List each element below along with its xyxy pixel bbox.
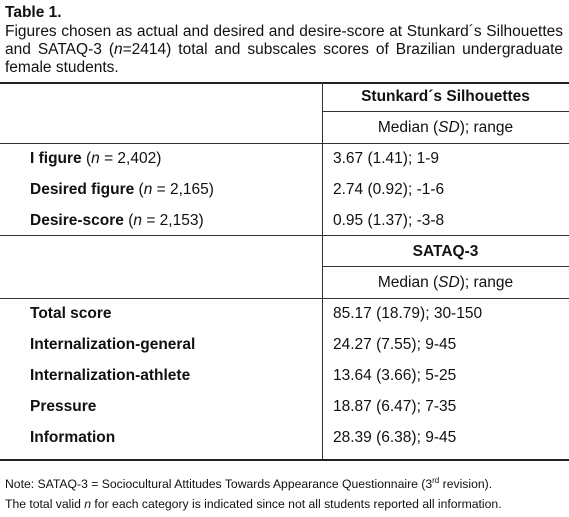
row-value-information: 28.39 (6.38); 9-45 — [333, 429, 457, 446]
row-value-i-figure: 3.67 (1.41); 1-9 — [333, 150, 439, 167]
subheader-range-label: ); range — [459, 274, 514, 291]
caption-text-part2: =2414) total and subscales scores of Brazilian undergraduate female students. — [5, 41, 564, 76]
row-label-desired-figure: Desired figure (n = 2,165) — [30, 181, 214, 198]
subheader-sd-label: SD — [438, 274, 460, 291]
row-value-pressure: 18.87 (6.47); 7-35 — [333, 398, 457, 415]
section-header-sataq3-underline — [322, 266, 569, 267]
table-bottom-rule — [0, 459, 569, 461]
row-value-internalization-athlete: 13.64 (3.66); 5-25 — [333, 367, 457, 384]
section-header-stunkard: Stunkard´s Silhouettes — [361, 88, 530, 105]
caption-text-part1: Figures chosen as actual and desired and desire-score at Stunkard´s Silhouettes and SATAQ-3 ( — [5, 23, 563, 58]
row-value-desire-score: 0.95 (1.37); -3-8 — [333, 212, 445, 229]
section-divider-rule — [0, 235, 569, 236]
stunkard-subheader-rule — [0, 143, 569, 144]
footnote-sataq3-definition: Note: SATAQ-3 = Sociocultural Attitudes Towards Appearance Questionnaire (3rd revision). — [5, 475, 493, 491]
column-divider-bottom — [322, 236, 323, 459]
subheader-median-label: Median ( — [377, 119, 439, 136]
table-top-rule — [0, 82, 569, 84]
row-label-internalization-athlete: Internalization-athlete — [30, 367, 191, 384]
row-label-information: Information — [30, 429, 116, 446]
table-caption-label: Table 1. — [5, 4, 62, 21]
subheader-range-label: ); range — [459, 119, 514, 136]
section-header-sataq3: SATAQ-3 — [412, 243, 479, 260]
footnote-valid-n: The total valid n for each category is indicated since not all students reported all information. — [5, 497, 502, 511]
row-label-i-figure: I figure (n = 2,402) — [30, 150, 162, 167]
row-value-desired-figure: 2.74 (0.92); -1-6 — [333, 181, 445, 198]
row-label-desire-score: Desire-score (n = 2,153) — [30, 212, 204, 229]
row-label-pressure: Pressure — [30, 398, 97, 415]
row-label-internalization-general: Internalization-general — [30, 336, 196, 353]
sataq3-stat-subheader — [322, 274, 569, 292]
subheader-median-label: Median ( — [377, 274, 439, 291]
row-value-internalization-general: 24.27 (7.55); 9-45 — [333, 336, 457, 353]
row-label-total-score: Total score — [30, 305, 112, 322]
sataq3-subheader-rule — [0, 298, 569, 299]
subheader-sd-label: SD — [438, 119, 460, 136]
table-caption — [5, 23, 563, 77]
row-value-total-score: 85.17 (18.79); 30-150 — [333, 305, 483, 322]
section-header-stunkard-underline — [322, 111, 569, 112]
caption-n-variable: n — [113, 41, 123, 58]
stunkard-stat-subheader — [322, 119, 569, 137]
